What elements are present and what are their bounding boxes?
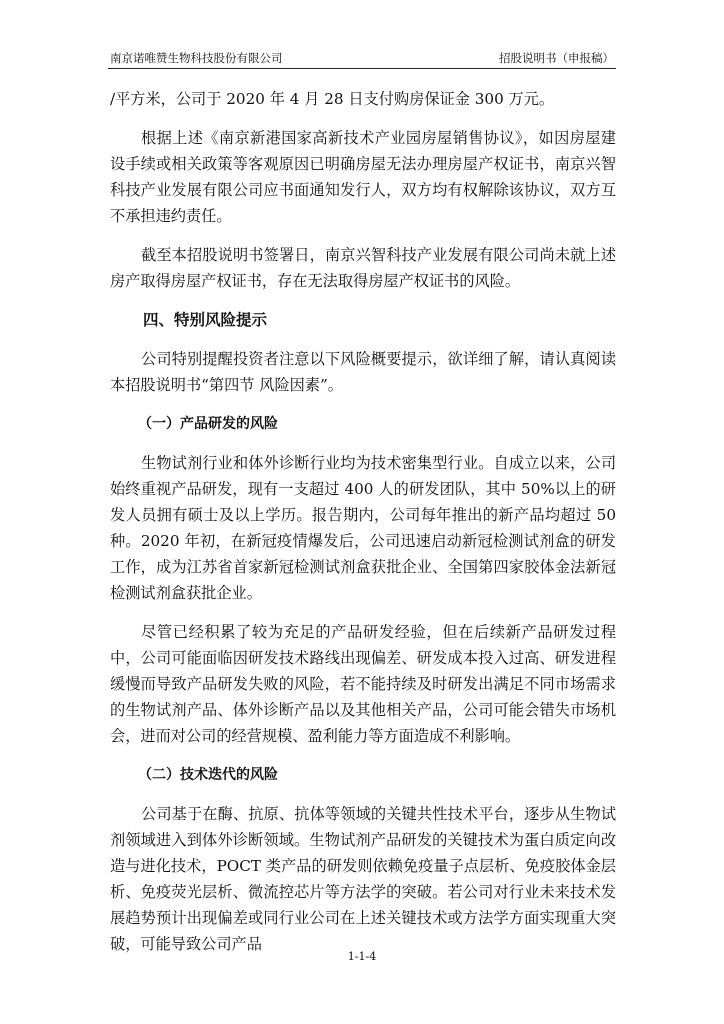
page-number: 1-1-4 — [347, 950, 377, 963]
document-body — [110, 86, 616, 957]
page-header — [108, 50, 616, 69]
section-heading-special-risk: 四、特别风险提示 — [143, 311, 268, 329]
subheading-rd-risk: （一）产品研发的风险 — [138, 416, 278, 432]
paragraph-agreement-terms: 根据上述《南京新港国家高新技术产业园房屋销售协议》，如因房屋建设手续或相关政策等客观原因已明确房屋无法办理房屋产权证书，南京兴智科技产业发展有限公司应书面通知发行人，双方均有权解除该协议，双方互不承担违约责任。 — [110, 129, 616, 225]
paragraph-rd-failure-risk: 尽管已经积累了较为充足的产品研发经验，但在后续新产品研发过程中，公司可能面临因研发技术路线出现偏差、研发成本投入过高、研发进程缓慢而导致产品研发失败的风险，若不能持续及时研发出满足不同市场需求的生物试剂产品、体外诊断产品以及其他相关产品，公司可能会错失市场机会，进而对公司的经营规模、盈利能力等方面造成不利影响。 — [110, 623, 616, 745]
header-company-name: 南京诺唯赞生物科技股份有限公司 — [110, 51, 283, 65]
paragraph-continuation: /平方米，公司于 2020 年 4 月 28 日支付购房保证金 300 万元。 — [110, 90, 555, 108]
header-document-title: 招股说明书（申报稿） — [499, 51, 614, 65]
paragraph-tech-iteration: 公司基于在酶、抗原、抗体等领域的关键共性技术平台，逐步从生物试剂领域进入到体外诊断领域。生物试剂产品研发的关键技术为蛋白质定向改造与进化技术，POCT 类产品的研发则依赖免疫量子点层析、免疫胶体金层析、免疫荧光层析、微流控芯片等方法学的突破。若公司对行业未来技术发展趋势预计出现偏差或同行业公司在上述关键技术或方法学方面实现重大突破，可能导致公司产品 — [110, 805, 616, 953]
paragraph-risk-notice: 公司特别提醒投资者注意以下风险概要提示，欲详细了解，请认真阅读本招股说明书“第四节 风险因素”。 — [110, 350, 616, 394]
paragraph-rd-background: 生物试剂行业和体外诊断行业均为技术密集型行业。自成立以来，公司始终重视产品研发，现有一支超过 400 人的研发团队，其中 50%以上的研发人员拥有硕士及以上学历。报告期内，公司每年推出的新产品均超过 50 种。2020 年初，在新冠疫情爆发后，公司迅速启动新冠检测试剂盒的研发工作，成为江苏省首家新冠检测试剂盒获批企业、全国第四家胶体金法新冠检测试剂盒获批企业。 — [110, 454, 616, 602]
paragraph-title-certificate-risk: 截至本招股说明书签署日，南京兴智科技产业发展有限公司尚未就上述房产取得房屋产权证书，存在无法取得房屋产权证书的风险。 — [110, 246, 616, 290]
subheading-tech-iteration-risk: （二）技术迭代的风险 — [138, 767, 278, 783]
